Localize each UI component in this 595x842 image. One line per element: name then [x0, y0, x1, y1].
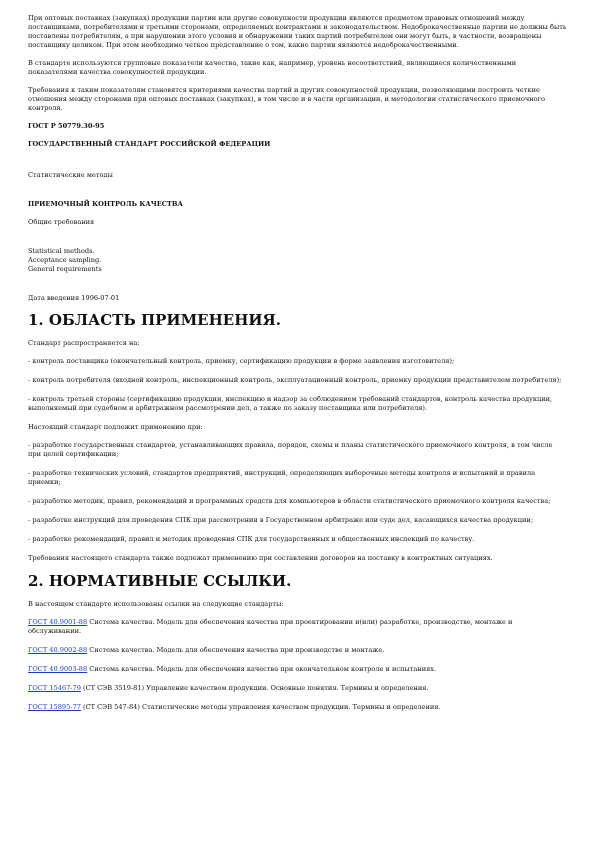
list-item: - разработке инструкций для проведения СПК при рассмотрении в Госуарственном арбитраже или суде дел, касающихся качества продукции; — [28, 516, 534, 524]
reference-item — [28, 646, 567, 655]
reference-link[interactable]: ГОСТ 15467-79 — [28, 684, 81, 692]
section-1-lead-2: Настоящий стандарт подлежит применению при: — [28, 423, 203, 431]
english-line-3: General requirements — [28, 265, 102, 273]
control-title: ПРИЕМОЧНЫЙ КОНТРОЛЬ КАЧЕСТВА — [28, 200, 183, 208]
intro-date: Дата введения 1996-07-01 — [28, 294, 120, 302]
list-item: - разработке технических условий, стандартов предприятий, инструкций, определяющих выборочные методы контроля и испытаний и правила приемки; — [28, 469, 536, 486]
reference-text: (СТ СЭВ 3519-81) Управление качеством продукции. Основные понятия. Термины и определения. — [80, 684, 429, 692]
list-item: - контроль третьей стороны (сертификацию продукции, инспекцию и надзор за соблюдением требований стандартов, контроль качества продукции, выполняемый при судебном и арбитражном рассмотрении дел, а также по заказу поставщика или потребителя). — [28, 395, 553, 412]
list-item: - разработке государственных стандартов, устанавливающих правила, порядок, схемы и планы статистического приемочного контроля, в том числе при целей сертификации; — [28, 441, 553, 458]
reference-link[interactable]: ГОСТ 40.9001-88 — [28, 618, 88, 626]
preamble-paragraph-1: При оптовых поставках (закупках) продукции партии или другие совокупности продукции являются предметом правовых отношений между поставщиками, потребителями и третьими сторонами, определяемых контрактами и законодательством. Недоброкачественные партии не должны быть поставлены потребителям, а при нарушении этого условия и обнаружении таких партий потребителем они могут быть, в частности, возвращены поставщику целиком. При этом необходимо четкое представление о том, какие партии являются недоброкачественными. — [28, 14, 567, 49]
reference-text: (СТ СЭВ 547-84) Статистические методы управления качеством продукции. Термины и определения. — [80, 703, 441, 711]
reference-item — [28, 618, 567, 636]
reference-link[interactable]: ГОСТ 15895-77 — [28, 703, 81, 711]
reference-link[interactable]: ГОСТ 40.9003-88 — [28, 665, 88, 673]
preamble-paragraph-3: Требования к таким показателям становятся критериями качества партий и других совокупностей продукции, позволяющими построить четкие отношения между сторонами при оптовых поставках (закупках), в том числе и в части организации, и методологии статистического приемочного контроля. — [28, 86, 546, 112]
reference-item — [28, 684, 567, 693]
english-title-block — [28, 247, 567, 274]
english-line-2: Acceptance sampling. — [28, 256, 102, 264]
list-item: - контроль потребителя (входной контроль, инспекционный контроль, эксплуатационный контроль, приемку продукции представителем потребителя); — [28, 376, 562, 384]
reference-item — [28, 703, 567, 712]
preamble-paragraph-2: В стандарте используются групповые показатели качества, такие как, например, уровень несоответствий, являющиеся количественными показателями качества совокупностей продукции. — [28, 59, 517, 76]
gost-code: ГОСТ Р 50779.30-95 — [28, 122, 105, 130]
list-item: - контроль поставщика (окончательный контроль, приемку, сертификацию продукции в форме заявления изготовителя); — [28, 357, 455, 365]
section-1-lead: Стандарт распространяется на: — [28, 339, 140, 347]
standard-title: ГОСУДАРСТВЕННЫЙ СТАНДАРТ РОССИЙСКОЙ ФЕДЕРАЦИИ — [28, 140, 271, 148]
subtitle: Статистические методы — [28, 171, 113, 179]
reference-text: Система качества. Модель для обеспечения качества при окончательном контроле и испытаниях. — [87, 665, 437, 673]
reference-item — [28, 665, 567, 674]
list-item: - разработке методик, правил, рекомендаций и программных средств для компьютеров в области статистического приемочного контроля качества; — [28, 497, 551, 505]
reference-text: Система качества. Модель для обеспечения качества при производстве и монтаже. — [87, 646, 385, 654]
list-item: - разработке рекомендаций, правил и методик проведения СПК для государственных и общественных инспекций по качеству. — [28, 535, 475, 543]
general-requirements: Общие требования — [28, 218, 95, 226]
section-2-lead: В настоящем стандарте использованы ссылки на следующие стандарты: — [28, 600, 284, 608]
reference-text: Система качества. Модель для обеспечения качества при проектировании и(или) разработке, производстве, монтаже и обслуживании. — [28, 618, 513, 635]
english-line-1: Statistical methods. — [28, 247, 95, 255]
section-2-heading: 2. НОРМАТИВНЫЕ ССЫЛКИ. — [28, 572, 292, 590]
section-1-heading: 1. ОБЛАСТЬ ПРИМЕНЕНИЯ. — [28, 311, 282, 329]
section-1-closing: Требования настоящего стандарта также подлежат применению при составлении договоров на поставку в контрактных ситуациях. — [28, 554, 493, 562]
reference-link[interactable]: ГОСТ 40.9002-88 — [28, 646, 88, 654]
